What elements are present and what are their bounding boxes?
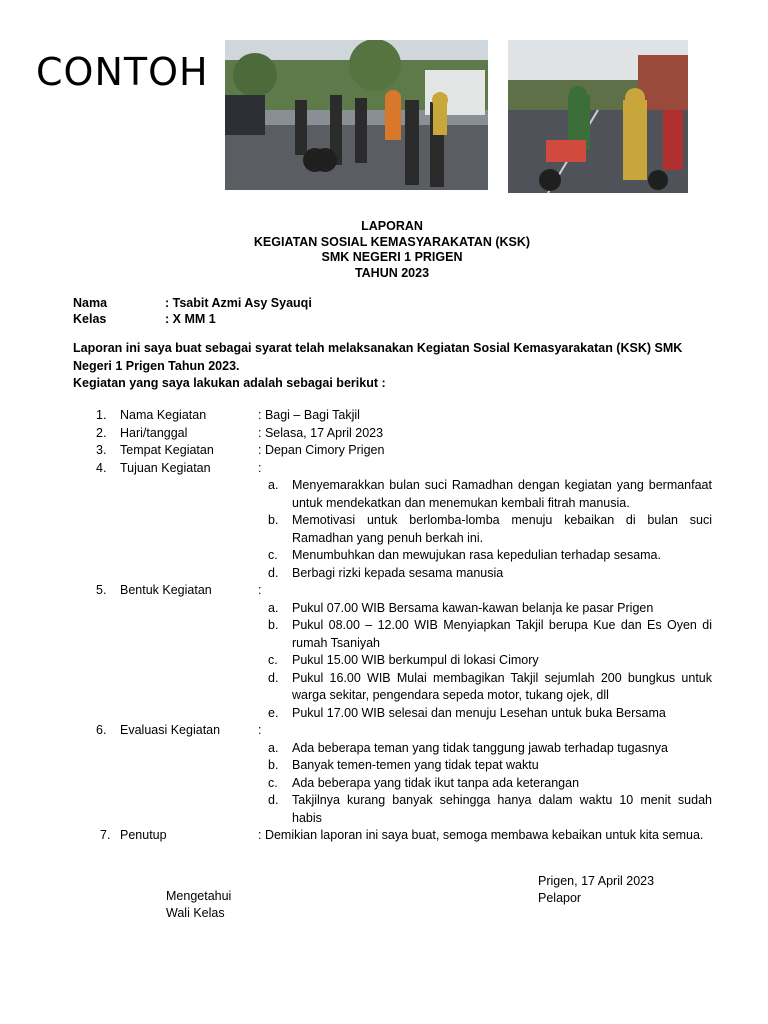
sub-item bbox=[0, 740, 768, 758]
item-value: : bbox=[258, 460, 262, 475]
item-number: 6. bbox=[96, 723, 107, 737]
report-title bbox=[0, 219, 768, 281]
sub-letter: b. bbox=[268, 618, 279, 632]
item-value: : Demikian laporan ini saya buat, semoga membawa kebaikan untuk kita semua. bbox=[258, 828, 704, 842]
item-number: 7. bbox=[100, 828, 111, 842]
list-item bbox=[0, 460, 768, 478]
list-item bbox=[0, 407, 768, 425]
sub-item bbox=[0, 547, 768, 565]
sub-text: Menyemarakkan bulan suci Ramadhan dengan kegiatan yang bermanfaat untuk mendekatkan dan menemukan kembali fitrah manusia. bbox=[292, 478, 712, 510]
item-number: 2. bbox=[96, 425, 107, 440]
list-item bbox=[0, 582, 768, 600]
intro-line-1: Laporan ini saya buat sebagai syarat telah melaksanakan Kegiatan Sosial Kemasyarakatan (KSK) SMK Negeri 1 Prigen Tahun 2023. bbox=[73, 341, 683, 373]
signature-place-date: Prigen, 17 April 2023 bbox=[538, 874, 655, 888]
sub-text: Pukul 15.00 WIB berkumpul di lokasi Cimory bbox=[292, 653, 539, 667]
item-label: Evaluasi Kegiatan bbox=[120, 723, 221, 737]
sub-letter: c. bbox=[268, 548, 278, 562]
signature-homeroom-label: Wali Kelas bbox=[166, 906, 225, 920]
sub-text: Pukul 16.00 WIB Mulai membagikan Takjil sejumlah 200 bungkus untuk warga sekitar, pengendara sepeda motor, tukang ojek, dll bbox=[292, 670, 712, 702]
intro-paragraph bbox=[73, 340, 713, 393]
item-number: 3. bbox=[96, 443, 107, 457]
sub-item bbox=[0, 477, 768, 512]
signature-reporter-label: Pelapor bbox=[538, 891, 582, 905]
sub-letter: d. bbox=[268, 565, 279, 580]
title-line-3: SMK NEGERI 1 PRIGEN bbox=[321, 250, 463, 264]
sub-item bbox=[0, 512, 768, 547]
activity-list bbox=[0, 407, 768, 845]
item-label: Nama Kegiatan bbox=[120, 408, 207, 422]
list-item bbox=[0, 722, 768, 740]
item-label: Penutup bbox=[120, 828, 167, 842]
sub-letter: a. bbox=[268, 740, 279, 755]
sub-text: Menumbuhkan dan mewujukan rasa kepedulian terhadap sesama. bbox=[292, 548, 661, 562]
name-label: Nama bbox=[73, 296, 108, 310]
signature-reporter bbox=[538, 873, 654, 907]
item-label: Tujuan Kegiatan bbox=[120, 460, 211, 475]
sub-text: Ada beberapa teman yang tidak tanggung jawab terhadap tugasnya bbox=[292, 740, 668, 755]
name-value: : Tsabit Azmi Asy Syauqi bbox=[165, 296, 312, 310]
item-number: 5. bbox=[96, 583, 107, 597]
sub-item bbox=[0, 652, 768, 670]
item-value: : Depan Cimory Prigen bbox=[258, 443, 385, 457]
class-label: Kelas bbox=[73, 312, 107, 326]
sub-item bbox=[0, 757, 768, 775]
item-value: : bbox=[258, 583, 262, 597]
item-number: 4. bbox=[96, 460, 107, 475]
sub-text: Pukul 07.00 WIB Bersama kawan-kawan belanja ke pasar Prigen bbox=[292, 600, 654, 615]
list-item bbox=[0, 827, 768, 845]
title-line-1: LAPORAN bbox=[361, 219, 423, 233]
sub-item bbox=[0, 617, 768, 652]
photo-takjil-distribution-1 bbox=[225, 40, 488, 190]
photo-takjil-distribution-2 bbox=[508, 40, 688, 193]
sub-item bbox=[0, 565, 768, 583]
title-line-2: KEGIATAN SOSIAL KEMASYARAKATAN (KSK) bbox=[253, 234, 531, 249]
sub-letter: d. bbox=[268, 670, 279, 685]
class-value: : X MM 1 bbox=[165, 312, 216, 326]
signature-homeroom bbox=[166, 888, 231, 922]
sub-text: Pukul 17.00 WIB selesai dan menuju Lesehan untuk buka Bersama bbox=[292, 705, 666, 720]
signature-acknowledged-label: Mengetahui bbox=[166, 889, 232, 903]
contoh-watermark: CONTOH bbox=[36, 50, 209, 94]
sub-item bbox=[0, 775, 768, 793]
sub-letter: e. bbox=[268, 705, 279, 720]
sub-text: Ada beberapa yang tidak ikut tanpa ada keterangan bbox=[292, 775, 580, 790]
sub-item bbox=[0, 670, 768, 705]
sub-letter: c. bbox=[268, 775, 278, 790]
sub-text: Banyak temen-temen yang tidak tepat waktu bbox=[292, 758, 539, 772]
student-identity bbox=[73, 295, 312, 327]
sub-letter: b. bbox=[268, 513, 279, 527]
item-label: Hari/tanggal bbox=[120, 425, 188, 440]
item-number: 1. bbox=[96, 408, 107, 422]
sub-letter: a. bbox=[268, 600, 279, 615]
sub-item bbox=[0, 705, 768, 723]
sub-item bbox=[0, 792, 768, 827]
list-item bbox=[0, 425, 768, 443]
sub-text: Berbagi rizki kepada sesama manusia bbox=[292, 565, 504, 580]
intro-line-2: Kegiatan yang saya lakukan adalah sebagai berikut : bbox=[73, 376, 386, 390]
list-item bbox=[0, 442, 768, 460]
sub-text: Memotivasi untuk berlomba-lomba menuju kebaikan di bulan suci Ramadhan yang penuh berkah ini. bbox=[292, 513, 712, 545]
sub-text: Pukul 08.00 – 12.00 WIB Menyiapkan Takjil berupa Kue dan Es Oyen di rumah Tsaniyah bbox=[292, 618, 712, 650]
item-value: : bbox=[258, 723, 262, 737]
sub-letter: c. bbox=[268, 653, 278, 667]
item-value: : Bagi – Bagi Takjil bbox=[258, 408, 360, 422]
title-line-4: TAHUN 2023 bbox=[354, 265, 430, 280]
item-label: Tempat Kegiatan bbox=[120, 443, 214, 457]
sub-item bbox=[0, 600, 768, 618]
item-label: Bentuk Kegiatan bbox=[120, 583, 212, 597]
sub-text: Takjilnya kurang banyak sehingga hanya dalam waktu 10 menit sudah habis bbox=[292, 793, 712, 825]
sub-letter: b. bbox=[268, 758, 279, 772]
sub-letter: a. bbox=[268, 478, 279, 492]
sub-letter: d. bbox=[268, 793, 279, 807]
item-value: : Selasa, 17 April 2023 bbox=[258, 425, 384, 440]
